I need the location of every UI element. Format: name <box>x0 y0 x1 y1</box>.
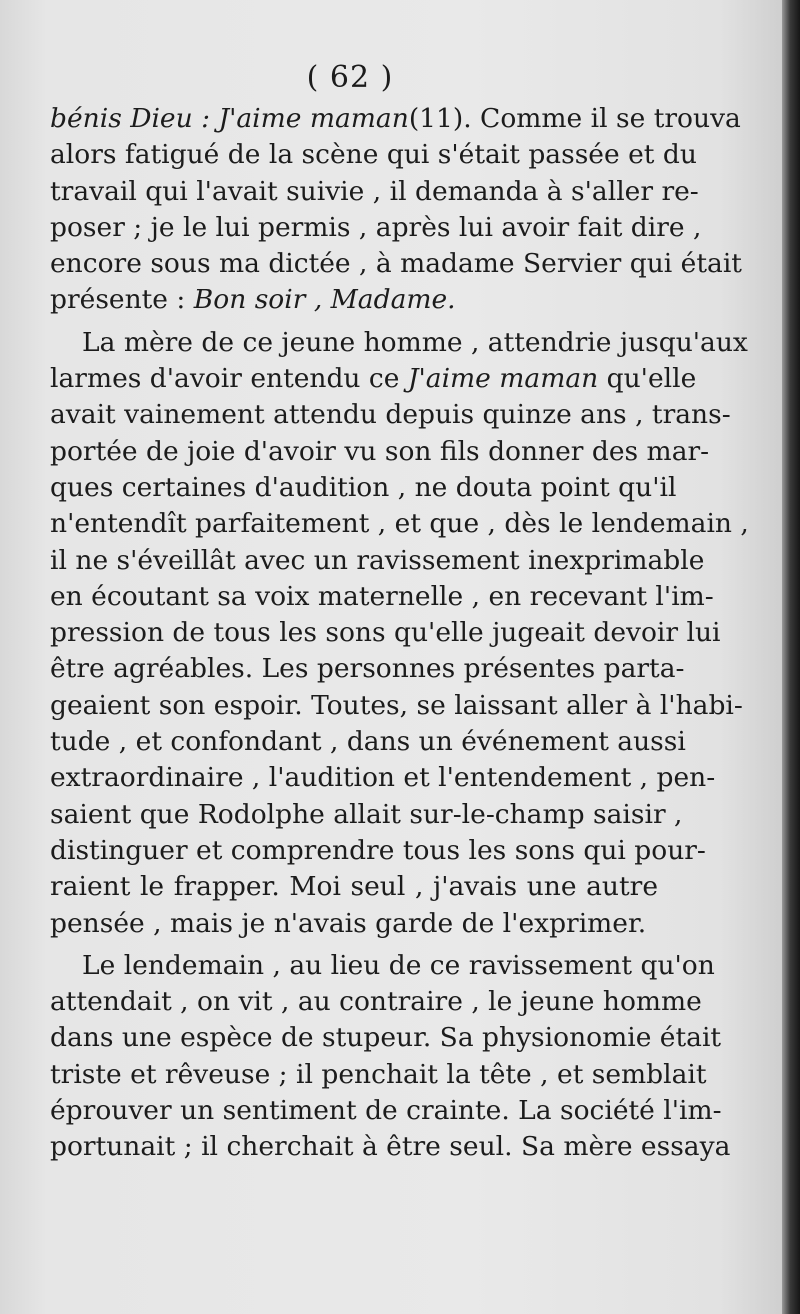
text-segment: éprouver un sentiment de crainte. La société l'im- <box>50 1095 722 1127</box>
text-line <box>50 470 677 506</box>
text-segment: n'entendît parfaitement , et que , dès le lendemain , <box>50 508 749 540</box>
text-segment: portée de joie d'avoir vu son fils donner des mar- <box>50 435 710 467</box>
italic-text: bénis Dieu : J'aime maman <box>50 103 409 134</box>
italic-text: Bon soir , Madame. <box>193 284 456 316</box>
text-line <box>50 361 697 397</box>
text-segment: alors fatigué de la scène qui s'était passée et du <box>50 139 697 171</box>
text-segment: Le lendemain , au lieu de ce ravissement qu'on <box>82 949 715 981</box>
text-segment: distinguer et comprendre tous les sons qui pour- <box>50 834 706 866</box>
text-line <box>50 906 658 942</box>
text-line <box>50 1020 722 1056</box>
page-number: ( 62 ) <box>306 60 394 95</box>
text-segment: larmes d'avoir entendu ce <box>50 363 408 395</box>
text-line <box>50 434 710 470</box>
text-line <box>50 984 702 1020</box>
text-segment: avait vainement attendu depuis quinze ans , trans- <box>50 399 731 431</box>
text-segment: triste et rêveuse ; il penchait la tête , et semblait <box>50 1058 707 1090</box>
text-line <box>50 174 699 210</box>
text-segment: poser ; je le lui permis , après lui avoir fait dire , <box>50 211 702 243</box>
text-line <box>50 760 716 796</box>
text-line <box>50 506 749 542</box>
text-segment: pensée , mais je n'avais garde de l'exprimer. <box>50 907 647 939</box>
text-segment: en écoutant sa voix maternelle , en recevant l'im- <box>50 580 714 612</box>
text-segment: être agréables. Les personnes présentes parta- <box>50 653 685 685</box>
text-line <box>50 1093 722 1129</box>
text-segment: La mère de ce jeune homme , attendrie jusqu'aux <box>82 326 748 358</box>
text-segment: encore sous ma dictée , à madame Servier qui était <box>50 248 742 280</box>
text-line <box>50 282 658 318</box>
text-line <box>50 543 705 579</box>
text-segment: travail qui l'avait suivie , il demanda à s'aller re- <box>50 175 699 207</box>
text-segment: dans une espèce de stupeur. Sa physionomie était <box>50 1022 722 1054</box>
text-line <box>50 724 686 760</box>
text-segment: qu'elle <box>598 363 697 395</box>
text-line <box>50 688 743 724</box>
text-line <box>50 325 748 361</box>
text-segment: portunait ; il cherchait à être seul. Sa mère essaya <box>50 1131 731 1163</box>
text-segment: pression de tous les sons qu'elle jugeait devoir lui <box>50 617 721 649</box>
text-line <box>50 579 714 615</box>
text-line <box>50 101 741 137</box>
text-segment: tude , et confondant , dans un événement aussi <box>50 726 686 758</box>
text-segment: raient le frapper. Moi seul , j'avais une autre <box>50 871 658 903</box>
text-segment: (11). Comme il se trouva <box>408 103 741 134</box>
text-line <box>50 869 658 905</box>
text-segment: extraordinaire , l'audition et l'entendement , pen- <box>50 762 716 794</box>
italic-text: J'aime maman <box>407 363 599 395</box>
text-line <box>50 1129 731 1165</box>
text-segment: présente : <box>50 284 194 316</box>
text-line <box>50 833 706 869</box>
text-line <box>50 397 731 433</box>
text-segment: ques certaines d'audition , ne douta point qu'il <box>50 471 677 503</box>
text-line <box>50 137 697 173</box>
text-segment: attendait , on vit , au contraire , le jeune homme <box>50 986 702 1018</box>
text-segment: saient que Rodolphe allait sur-le-champ saisir , <box>50 798 683 830</box>
text-line <box>50 651 685 687</box>
text-line <box>50 797 683 833</box>
text-line <box>50 948 715 984</box>
text-line <box>50 246 742 282</box>
text-segment: il ne s'éveillât avec un ravissement inexprimable <box>50 544 705 576</box>
book-spine-edge <box>782 0 800 1314</box>
text-line <box>50 615 721 651</box>
text-line <box>50 1057 707 1093</box>
text-segment: geaient son espoir. Toutes, se laissant aller à l'habi- <box>50 689 743 721</box>
body-text <box>50 101 749 1166</box>
text-line <box>50 210 702 246</box>
